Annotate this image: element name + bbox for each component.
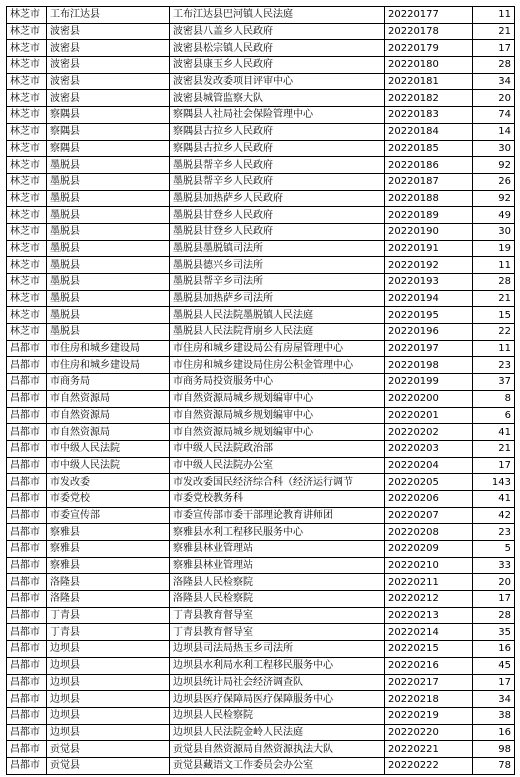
position-code-cell: 20220198 (385, 357, 473, 374)
table-row (7, 7, 515, 24)
table-row (7, 223, 515, 240)
county-cell: 边坝县 (47, 707, 170, 724)
unit-cell: 市中级人民法院办公室 (170, 457, 385, 474)
county-cell: 察隅县 (47, 107, 170, 124)
unit-cell: 市商务局投资服务中心 (170, 374, 385, 391)
table-row (7, 90, 515, 107)
unit-cell: 墨脱县甘登乡人民政府 (170, 207, 385, 224)
county-cell: 市自然资源局 (47, 407, 170, 424)
count-cell: 23 (473, 524, 515, 541)
county-cell: 波密县 (47, 90, 170, 107)
city-cell: 昌都市 (7, 490, 47, 507)
table-row (7, 574, 515, 591)
county-cell: 市住房和城乡建设局 (47, 340, 170, 357)
position-code-cell: 20220193 (385, 274, 473, 291)
count-cell: 14 (473, 123, 515, 140)
city-cell: 昌都市 (7, 741, 47, 758)
table-row (7, 173, 515, 190)
table-row (7, 240, 515, 257)
count-cell: 74 (473, 107, 515, 124)
count-cell: 11 (473, 257, 515, 274)
county-cell: 墨脱县 (47, 274, 170, 291)
unit-cell: 察雅县水利工程移民服务中心 (170, 524, 385, 541)
count-cell: 19 (473, 240, 515, 257)
count-cell: 16 (473, 641, 515, 658)
county-cell: 边坝县 (47, 674, 170, 691)
city-cell: 林芝市 (7, 173, 47, 190)
city-cell: 昌都市 (7, 691, 47, 708)
city-cell: 林芝市 (7, 190, 47, 207)
position-code-cell: 20220220 (385, 724, 473, 741)
position-code-cell: 20220180 (385, 57, 473, 74)
table-row (7, 407, 515, 424)
unit-cell: 边坝县人民法院金岭人民法庭 (170, 724, 385, 741)
county-cell: 墨脱县 (47, 173, 170, 190)
city-cell: 昌都市 (7, 524, 47, 541)
count-cell: 33 (473, 557, 515, 574)
city-cell: 林芝市 (7, 240, 47, 257)
city-cell: 林芝市 (7, 107, 47, 124)
count-cell: 15 (473, 307, 515, 324)
county-cell: 察雅县 (47, 557, 170, 574)
position-code-cell: 20220194 (385, 290, 473, 307)
city-cell: 昌都市 (7, 607, 47, 624)
county-cell: 贡觉县 (47, 741, 170, 758)
city-cell: 昌都市 (7, 357, 47, 374)
city-cell: 林芝市 (7, 23, 47, 40)
table-row (7, 140, 515, 157)
count-cell: 21 (473, 440, 515, 457)
county-cell: 墨脱县 (47, 290, 170, 307)
position-code-cell: 20220211 (385, 574, 473, 591)
table-row (7, 157, 515, 174)
city-cell: 昌都市 (7, 574, 47, 591)
unit-cell: 市自然资源局城乡规划编审中心 (170, 390, 385, 407)
position-code-cell: 20220184 (385, 123, 473, 140)
table-row (7, 474, 515, 491)
position-code-cell: 20220212 (385, 591, 473, 608)
county-cell: 察隅县 (47, 123, 170, 140)
count-cell: 17 (473, 457, 515, 474)
county-cell: 墨脱县 (47, 257, 170, 274)
county-cell: 市中级人民法院 (47, 440, 170, 457)
county-cell: 边坝县 (47, 657, 170, 674)
county-cell: 墨脱县 (47, 240, 170, 257)
table-row (7, 73, 515, 90)
city-cell: 昌都市 (7, 340, 47, 357)
count-cell: 21 (473, 290, 515, 307)
city-cell: 林芝市 (7, 157, 47, 174)
count-cell: 78 (473, 757, 515, 774)
table-row (7, 557, 515, 574)
count-cell: 34 (473, 691, 515, 708)
count-cell: 92 (473, 190, 515, 207)
count-cell: 5 (473, 541, 515, 558)
city-cell: 林芝市 (7, 140, 47, 157)
count-cell: 26 (473, 173, 515, 190)
position-code-cell: 20220206 (385, 490, 473, 507)
position-code-cell: 20220217 (385, 674, 473, 691)
unit-cell: 市住房和城乡建设局住房公积金管理中心 (170, 357, 385, 374)
county-cell: 边坝县 (47, 724, 170, 741)
position-code-cell: 20220218 (385, 691, 473, 708)
county-cell: 墨脱县 (47, 190, 170, 207)
unit-cell: 贡觉县藏语文工作委员会办公室 (170, 757, 385, 774)
table-row (7, 107, 515, 124)
unit-cell: 墨脱县帮辛乡人民政府 (170, 157, 385, 174)
count-cell: 21 (473, 23, 515, 40)
county-cell: 墨脱县 (47, 324, 170, 341)
count-cell: 37 (473, 374, 515, 391)
county-cell: 察雅县 (47, 541, 170, 558)
table-body (7, 7, 515, 775)
county-cell: 边坝县 (47, 691, 170, 708)
county-cell: 市自然资源局 (47, 424, 170, 441)
unit-cell: 墨脱县人民法院背崩乡人民法庭 (170, 324, 385, 341)
county-cell: 波密县 (47, 23, 170, 40)
table-row (7, 274, 515, 291)
position-code-cell: 20220203 (385, 440, 473, 457)
unit-cell: 工布江达县巴河镇人民法庭 (170, 7, 385, 24)
count-cell: 20 (473, 574, 515, 591)
position-code-cell: 20220216 (385, 657, 473, 674)
table-row (7, 691, 515, 708)
position-code-cell: 20220177 (385, 7, 473, 24)
city-cell: 昌都市 (7, 641, 47, 658)
city-cell: 昌都市 (7, 724, 47, 741)
unit-cell: 墨脱县加热萨乡人民政府 (170, 190, 385, 207)
county-cell: 波密县 (47, 73, 170, 90)
table-row (7, 357, 515, 374)
position-code-cell: 20220204 (385, 457, 473, 474)
table-row (7, 641, 515, 658)
city-cell: 林芝市 (7, 73, 47, 90)
position-code-cell: 20220201 (385, 407, 473, 424)
unit-cell: 丁青县教育督导室 (170, 624, 385, 641)
position-code-cell: 20220197 (385, 340, 473, 357)
city-cell: 林芝市 (7, 257, 47, 274)
position-code-cell: 20220186 (385, 157, 473, 174)
unit-cell: 察隅县古拉乡人民政府 (170, 123, 385, 140)
table-row (7, 741, 515, 758)
unit-cell: 波密县八盖乡人民政府 (170, 23, 385, 40)
unit-cell: 察雅县林业管理站 (170, 557, 385, 574)
city-cell: 林芝市 (7, 324, 47, 341)
city-cell: 林芝市 (7, 207, 47, 224)
position-code-cell: 20220183 (385, 107, 473, 124)
position-code-cell: 20220210 (385, 557, 473, 574)
count-cell: 38 (473, 707, 515, 724)
unit-cell: 墨脱县加热萨乡司法所 (170, 290, 385, 307)
city-cell: 林芝市 (7, 90, 47, 107)
city-cell: 林芝市 (7, 307, 47, 324)
position-code-cell: 20220195 (385, 307, 473, 324)
county-cell: 市商务局 (47, 374, 170, 391)
unit-cell: 贡觉县自然资源局自然资源执法大队 (170, 741, 385, 758)
city-cell: 昌都市 (7, 407, 47, 424)
table-row (7, 457, 515, 474)
table-row (7, 607, 515, 624)
table-row (7, 657, 515, 674)
unit-cell: 边坝县医疗保障局医疗保障服务中心 (170, 691, 385, 708)
unit-cell: 波密县松宗镇人民政府 (170, 40, 385, 57)
position-code-cell: 20220215 (385, 641, 473, 658)
position-code-cell: 20220178 (385, 23, 473, 40)
city-cell: 昌都市 (7, 440, 47, 457)
table-row (7, 290, 515, 307)
table-row (7, 57, 515, 74)
count-cell: 11 (473, 340, 515, 357)
count-cell: 17 (473, 591, 515, 608)
position-code-cell: 20220196 (385, 324, 473, 341)
county-cell: 工布江达县 (47, 7, 170, 24)
unit-cell: 市委党校教务科 (170, 490, 385, 507)
unit-cell: 边坝县人民检察院 (170, 707, 385, 724)
city-cell: 昌都市 (7, 624, 47, 641)
table-row (7, 40, 515, 57)
count-cell: 28 (473, 57, 515, 74)
unit-cell: 察雅县林业管理站 (170, 541, 385, 558)
county-cell: 丁青县 (47, 624, 170, 641)
county-cell: 洛隆县 (47, 574, 170, 591)
county-cell: 墨脱县 (47, 157, 170, 174)
position-code-cell: 20220191 (385, 240, 473, 257)
city-cell: 林芝市 (7, 274, 47, 291)
unit-cell: 市发改委国民经济综合科（经济运行调节 (170, 474, 385, 491)
unit-cell: 洛隆县人民检察院 (170, 574, 385, 591)
count-cell: 30 (473, 223, 515, 240)
unit-cell: 墨脱县帮辛乡司法所 (170, 274, 385, 291)
city-cell: 林芝市 (7, 40, 47, 57)
city-cell: 林芝市 (7, 57, 47, 74)
unit-cell: 市自然资源局城乡规划编审中心 (170, 424, 385, 441)
city-cell: 昌都市 (7, 541, 47, 558)
table-row (7, 724, 515, 741)
city-cell: 昌都市 (7, 374, 47, 391)
count-cell: 22 (473, 324, 515, 341)
county-cell: 丁青县 (47, 607, 170, 624)
city-cell: 林芝市 (7, 223, 47, 240)
table-row (7, 624, 515, 641)
table-row (7, 541, 515, 558)
position-code-cell: 20220207 (385, 507, 473, 524)
unit-cell: 墨脱县人民法院墨脱镇人民法庭 (170, 307, 385, 324)
table-row (7, 307, 515, 324)
position-code-cell: 20220208 (385, 524, 473, 541)
unit-cell: 市住房和城乡建设局公有房屋管理中心 (170, 340, 385, 357)
count-cell: 34 (473, 73, 515, 90)
county-cell: 波密县 (47, 40, 170, 57)
unit-cell: 墨脱县甘登乡人民政府 (170, 223, 385, 240)
county-cell: 察隅县 (47, 140, 170, 157)
count-cell: 6 (473, 407, 515, 424)
position-code-cell: 20220187 (385, 173, 473, 190)
count-cell: 28 (473, 607, 515, 624)
count-cell: 143 (473, 474, 515, 491)
count-cell: 98 (473, 741, 515, 758)
table-row (7, 190, 515, 207)
unit-cell: 边坝县司法局热玉乡司法所 (170, 641, 385, 658)
count-cell: 41 (473, 424, 515, 441)
county-cell: 墨脱县 (47, 307, 170, 324)
position-code-cell: 20220192 (385, 257, 473, 274)
count-cell: 17 (473, 40, 515, 57)
unit-cell: 察隅县古拉乡人民政府 (170, 140, 385, 157)
city-cell: 林芝市 (7, 290, 47, 307)
table-row (7, 591, 515, 608)
count-cell: 92 (473, 157, 515, 174)
city-cell: 昌都市 (7, 424, 47, 441)
table-row (7, 490, 515, 507)
table-row (7, 440, 515, 457)
unit-cell: 丁青县教育督导室 (170, 607, 385, 624)
county-cell: 市住房和城乡建设局 (47, 357, 170, 374)
unit-cell: 墨脱县墨脱镇司法所 (170, 240, 385, 257)
position-code-cell: 20220205 (385, 474, 473, 491)
county-cell: 市委党校 (47, 490, 170, 507)
city-cell: 林芝市 (7, 7, 47, 24)
table-row (7, 390, 515, 407)
count-cell: 30 (473, 140, 515, 157)
count-cell: 28 (473, 274, 515, 291)
position-code-cell: 20220199 (385, 374, 473, 391)
position-code-cell: 20220189 (385, 207, 473, 224)
county-cell: 市发改委 (47, 474, 170, 491)
count-cell: 45 (473, 657, 515, 674)
county-cell: 洛隆县 (47, 591, 170, 608)
table-row (7, 507, 515, 524)
unit-cell: 波密县城管监察大队 (170, 90, 385, 107)
city-cell: 昌都市 (7, 474, 47, 491)
unit-cell: 市中级人民法院政治部 (170, 440, 385, 457)
position-code-cell: 20220200 (385, 390, 473, 407)
position-code-cell: 20220213 (385, 607, 473, 624)
county-cell: 市中级人民法院 (47, 457, 170, 474)
position-code-cell: 20220221 (385, 741, 473, 758)
position-table (6, 6, 515, 775)
count-cell: 20 (473, 90, 515, 107)
count-cell: 23 (473, 357, 515, 374)
table-row (7, 424, 515, 441)
position-code-cell: 20220182 (385, 90, 473, 107)
position-code-cell: 20220209 (385, 541, 473, 558)
unit-cell: 洛隆县人民检察院 (170, 591, 385, 608)
city-cell: 昌都市 (7, 674, 47, 691)
count-cell: 42 (473, 507, 515, 524)
unit-cell: 波密县康玉乡人民政府 (170, 57, 385, 74)
position-code-cell: 20220188 (385, 190, 473, 207)
table-row (7, 524, 515, 541)
city-cell: 林芝市 (7, 123, 47, 140)
table-row (7, 324, 515, 341)
city-cell: 昌都市 (7, 457, 47, 474)
city-cell: 昌都市 (7, 591, 47, 608)
count-cell: 41 (473, 490, 515, 507)
position-code-cell: 20220179 (385, 40, 473, 57)
table-row (7, 207, 515, 224)
position-code-cell: 20220214 (385, 624, 473, 641)
county-cell: 贡觉县 (47, 757, 170, 774)
position-code-cell: 20220190 (385, 223, 473, 240)
county-cell: 市委宣传部 (47, 507, 170, 524)
county-cell: 墨脱县 (47, 223, 170, 240)
unit-cell: 市自然资源局城乡规划编审中心 (170, 407, 385, 424)
table-row (7, 257, 515, 274)
table-row (7, 123, 515, 140)
county-cell: 边坝县 (47, 641, 170, 658)
city-cell: 昌都市 (7, 390, 47, 407)
position-code-cell: 20220222 (385, 757, 473, 774)
position-code-cell: 20220202 (385, 424, 473, 441)
county-cell: 市自然资源局 (47, 390, 170, 407)
count-cell: 49 (473, 207, 515, 224)
position-code-cell: 20220185 (385, 140, 473, 157)
position-code-cell: 20220181 (385, 73, 473, 90)
city-cell: 昌都市 (7, 657, 47, 674)
table-row (7, 340, 515, 357)
table-row (7, 707, 515, 724)
city-cell: 昌都市 (7, 507, 47, 524)
table-row (7, 23, 515, 40)
city-cell: 昌都市 (7, 557, 47, 574)
position-code-cell: 20220219 (385, 707, 473, 724)
county-cell: 波密县 (47, 57, 170, 74)
unit-cell: 波密县发改委项目评审中心 (170, 73, 385, 90)
count-cell: 35 (473, 624, 515, 641)
county-cell: 墨脱县 (47, 207, 170, 224)
unit-cell: 察隅县人社局社会保险管理中心 (170, 107, 385, 124)
table-row (7, 374, 515, 391)
unit-cell: 墨脱县帮辛乡人民政府 (170, 173, 385, 190)
table-row (7, 757, 515, 774)
city-cell: 昌都市 (7, 757, 47, 774)
unit-cell: 边坝县统计局社会经济调查队 (170, 674, 385, 691)
count-cell: 11 (473, 7, 515, 24)
table-row (7, 674, 515, 691)
unit-cell: 市委宣传部市委干部理论教育讲师团 (170, 507, 385, 524)
city-cell: 昌都市 (7, 707, 47, 724)
county-cell: 察雅县 (47, 524, 170, 541)
count-cell: 17 (473, 674, 515, 691)
count-cell: 8 (473, 390, 515, 407)
unit-cell: 墨脱县德兴乡司法所 (170, 257, 385, 274)
count-cell: 16 (473, 724, 515, 741)
unit-cell: 边坝县水利局水利工程移民服务中心 (170, 657, 385, 674)
